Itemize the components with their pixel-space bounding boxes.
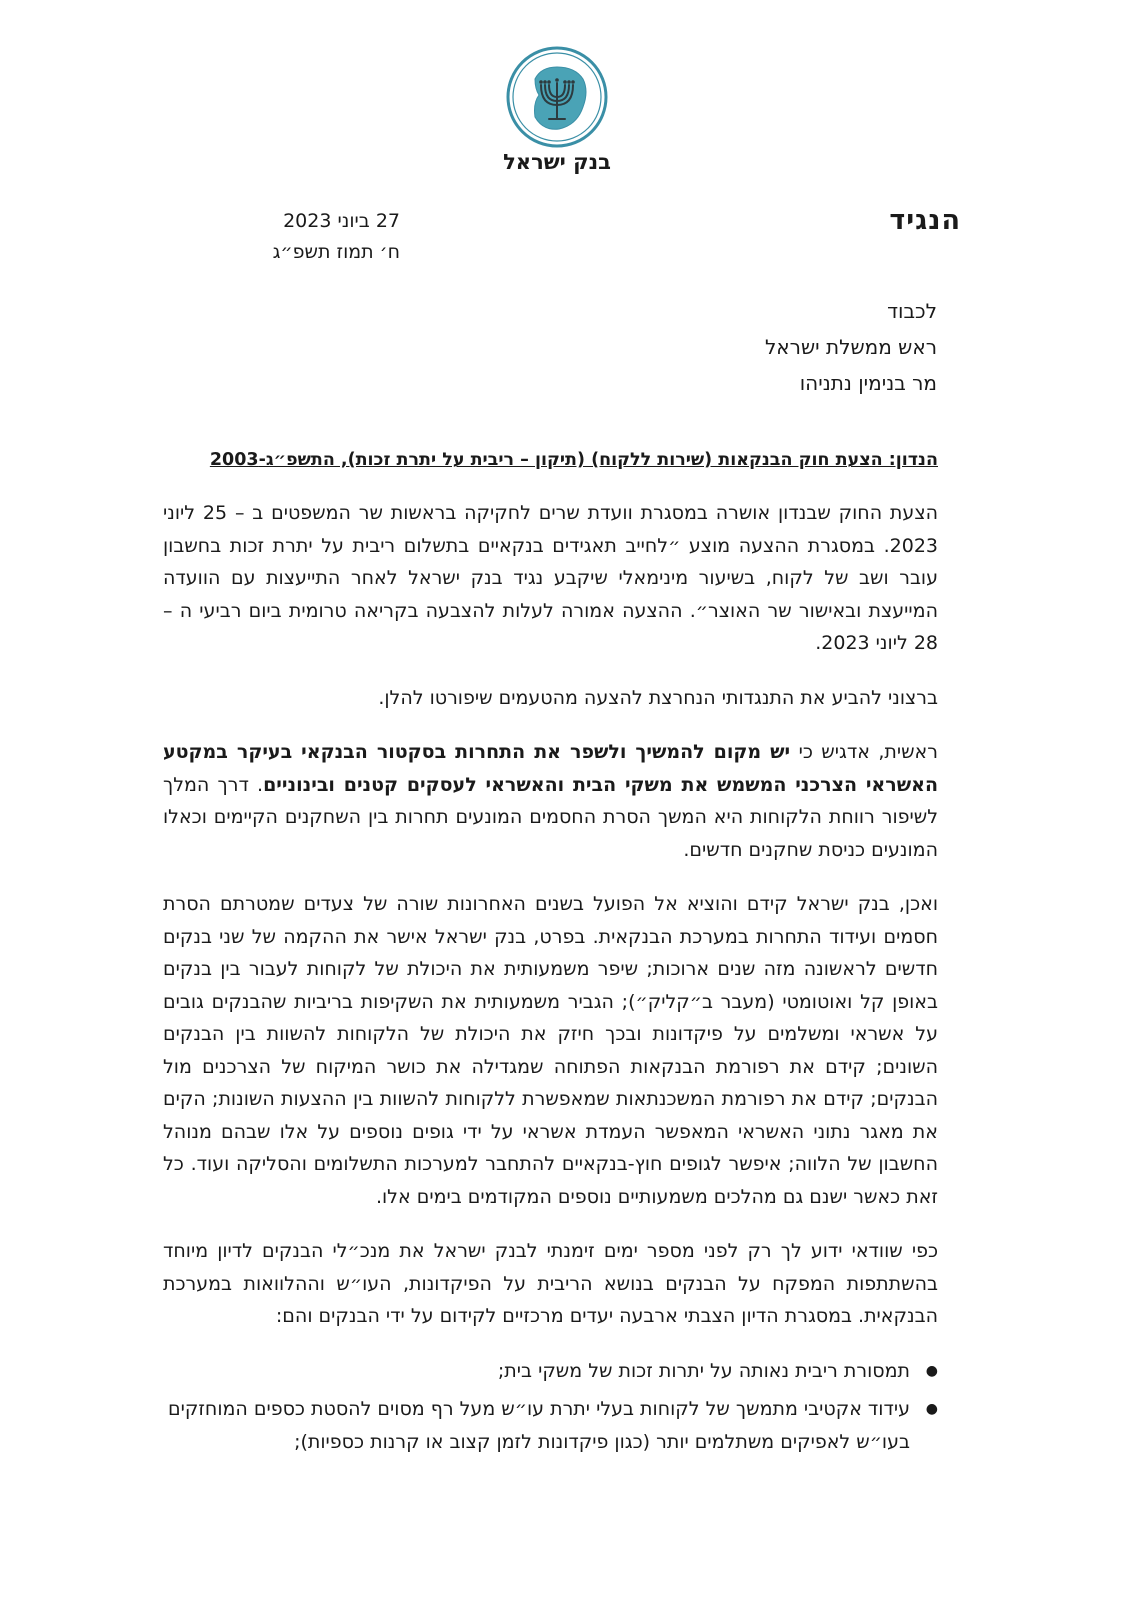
governor-title: הנגיד [889,205,961,236]
paragraph-2: ברצוני להביע את התנגדותי הנחרצת להצעה מהטעמים שיפורטו להלן. [378,686,938,709]
paragraph-4: ואכן, בנק ישראל קידם והוציא אל הפועל בשנים האחרונות שורה של צעדים שמטרתם הסרת חסמים ועידוד התחרות במערכת הבנקאית. בפרט, בנק ישראל אישר את ההקמה של שני בנקים חדשים לראשונה מזה שנים ארוכות; שיפר משמעותית את היכולת של לקוחות לעבור בין בנקים באופן קל ואוטומטי (מעבר ב״קליק״); הגביר משמעותית את השקיפות בריביות שהבנקים גובים על אשראי ומשלמים על פיקדונות ובכך חיזק את היכולת של הלקוחות להשוות בין הבנקים השונים; קידם את רפורמת הבנקאות הפתוחה שמגדילה את כושר המיקוח של הצרכנים מול הבנקים; קידם את רפורמת המשכנתאות שמאפשרת ללקוחות להשוות בין ההצעות השונות; הקים את מאגר נתוני האשראי המאפשר העמדת אשראי על ידי גופים נוספים על אלו שבהם מנוהל החשבון של הלווה; איפשר לגופים חוץ-בנקאיים להתחבר למערכות התשלומים והסליקה ועוד. כל זאת כאשר ישנם גם מהלכים משמעותיים נוספים המקודמים בימים אלו. [163,893,938,1208]
letter-dates [180,206,400,268]
paragraph-3-intro: ראשית, אדגיש כי [790,741,938,763]
subject-line: הנדון: הצעת חוק הבנקאות (שירות ללקוח) (תיקון – ריבית על יתרת זכות), התשפ״ג-2003 [209,450,938,470]
date-gregorian: 27 ביוני 2023 [283,210,400,232]
bullet-dot-icon: ● [925,1401,938,1417]
letter-body [163,497,938,1464]
addressee-salutation: לכבוד [887,299,937,323]
paragraph-3 [163,736,938,866]
bullet-dot-icon: ● [925,1362,938,1379]
paragraph-5: כפי שוודאי ידוע לך רק לפני מספר ימים זימנתי לבנק ישראל את מנכ״לי הבנקים לדיון מיוחד בהשתתפות המפקח על הבנקים בנושא הריבית על הפיקדונות, העו״ש וההלוואות במערכת הבנקאית. במסגרת הדיון הצבתי ארבעה יעדים מרכזיים לקידום על ידי הבנקים והם: [163,1240,938,1327]
bank-name: בנק ישראל [503,150,611,174]
paragraph-3-emphasis: יש מקום להמשיך ולשפר את התחרות בסקטור הבנקאי בעיקר במקטע האשראי הצרכני המשמש את משקי הבית והאשראי לעסקים קטנים ובינוניים [163,741,938,796]
addressee-title: ראש ממשלת ישראל [764,335,937,359]
list-item-text: תמסורת ריבית נאותה על יתרות זכות של משקי בית; [497,1359,910,1382]
bank-of-israel-logo-icon [505,45,609,149]
goals-list [163,1355,938,1459]
date-hebrew: ח׳ תמוז תשפ״ג [272,241,400,263]
paragraph-1: הצעת החוק שבנדון אושרה במסגרת וועדת שרים לחקיקה בראשות שר המשפטים ב – 25 ליוני 2023. במסגרת ההצעה מוצע ״לחייב תאגידים בנקאיים בתשלום ריבית על יתרת זכות בחשבון עובר ושב של לקוח, בשיעור מינימאלי שיקבע נגיד בנק ישראל לאחר התייעצות עם הוועדה המייעצת ובאישור שר האוצר״. ההצעה אמורה לעלות להצבעה בקריאה טרומית ביום רביעי ה – 28 ליוני 2023. [163,502,939,654]
list-item [163,1393,938,1458]
addressee-block [765,293,937,401]
addressee-name: מר בנימין נתניהו [799,371,937,395]
list-item-text: עידוד אקטיבי מתמשך של לקוחות בעלי יתרת עו״ש מעל רף מסוים להסטת כספים המוחזקים בעו״ש לאפיקים משתלמים יותר (כגון פיקדונות לזמן קצוב או קרנות כספיות); [168,1398,910,1453]
paragraph-3-ending: . דרך המלך לשיפור רווחת הלקוחות היא המשך הסרת החסמים המונעים תחרות בין השחקנים הקיימים וכאלו המונעים כניסת שחקנים חדשים. [163,773,938,861]
list-item [163,1355,938,1388]
menorah-emblem-icon [505,45,609,149]
